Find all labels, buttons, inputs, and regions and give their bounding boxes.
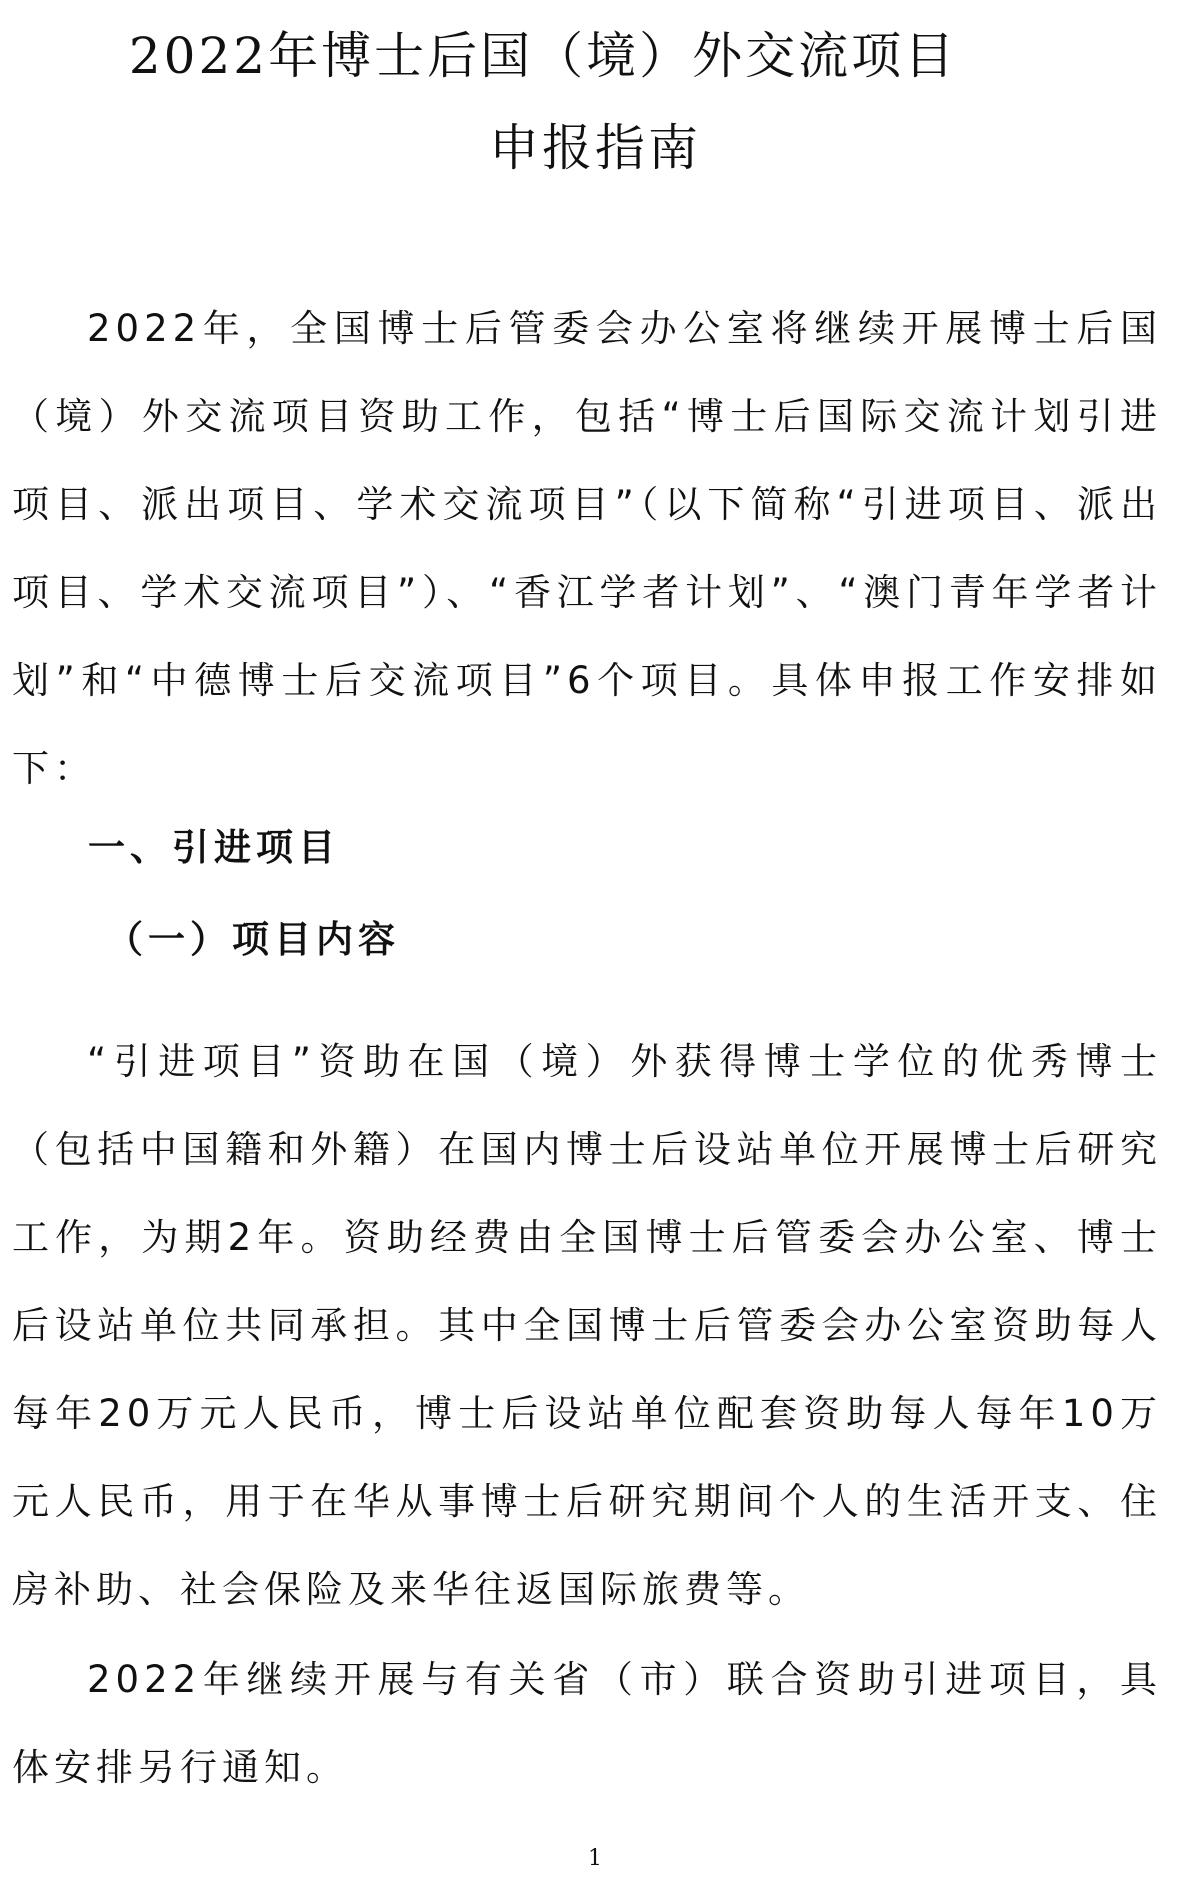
project-content-paragraph: “引进项目”资助在国（境）外获得博士学位的优秀博士（包括中国籍和外籍）在国内博士后设站单位开展博士后研究工作，为期2年。资助经费由全国博士后管委会办公室、博士后设站单位共同承担。其中全国博士后管委会办公室资助每人每年20万元人民币，博士后设站单位配套资助每人每年10万元人民币，用于在华从事博士后研究期间个人的生活开支、住房补助、社会保险及来华往返国际旅费等。 xyxy=(12,1040,1162,1611)
page-number: 1 xyxy=(588,1846,602,1871)
intro-paragraph: 2022年，全国博士后管委会办公室将继续开展博士后国（境）外交流项目资助工作，包括“博士后国际交流计划引进项目、派出项目、学术交流项目”（以下简称“引进项目、派出项目、学术交流项目”）、“香江学者计划”、“澳门青年学者计划”和“中德博士后交流项目”6个项目。具体申报工作安排如下： xyxy=(12,307,1162,790)
document-title-line2: 申报指南 xyxy=(489,119,701,177)
subsection-heading-project-content: （一）项目内容 xyxy=(106,918,400,961)
document-title-line1: 2022年博士后国（境）外交流项目 xyxy=(128,27,958,85)
section-heading-introduction-project: 一、引进项目 xyxy=(88,826,340,869)
joint-funding-paragraph: 2022年继续开展与有关省（市）联合资助引进项目，具体安排另行通知。 xyxy=(12,1658,1162,1789)
